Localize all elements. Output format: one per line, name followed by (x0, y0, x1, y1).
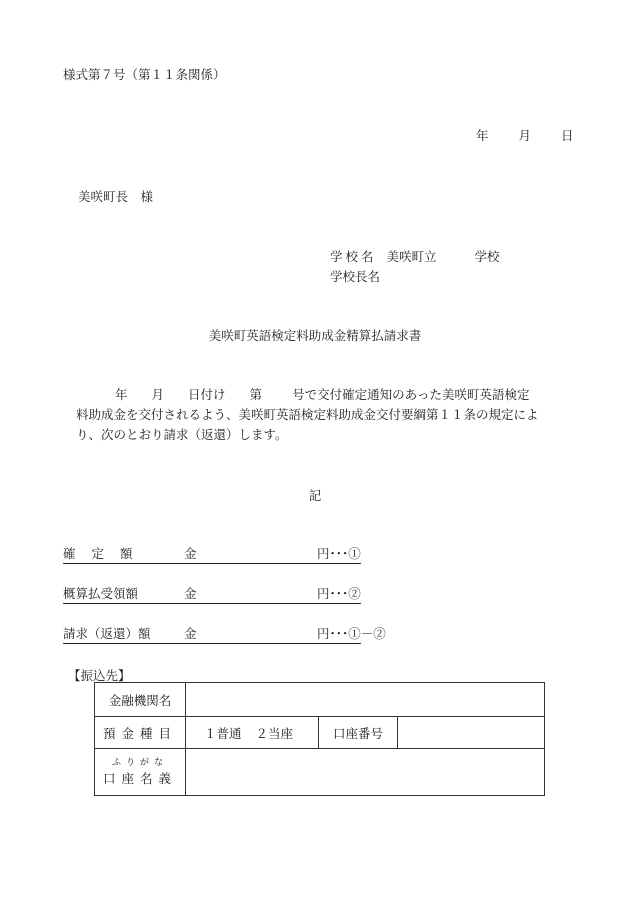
body-dai: 第 (249, 387, 263, 402)
claim-amount-kin: 金 (184, 626, 197, 641)
confirmed-amount-yen: 円･･･① (317, 546, 361, 561)
body-dated: 日付け (188, 387, 226, 402)
document-title: 美咲町英語検定料助成金精算払請求書 (208, 328, 422, 343)
school-name-label: 学校名 (330, 249, 377, 264)
confirmed-amount-kin: 金 (184, 546, 197, 561)
body-line-1 (63, 385, 571, 405)
addressee: 美咲町長 様 (78, 189, 154, 204)
deposit-type-label: 預金種目 (95, 717, 186, 749)
transfer-heading: 【振込先】 (68, 668, 131, 683)
claim-amount-row (63, 624, 386, 644)
advance-received-label: 概算払受領額 (63, 586, 139, 601)
body-line-2: 料助成金を交付されるよう、美咲町英語検定料助成金交付要綱第１１条の規定によ (76, 407, 539, 422)
bank-name-label: 金融機関名 (95, 683, 186, 717)
request-body (63, 385, 571, 445)
school-block (330, 247, 500, 287)
school-name-suffix: 学校 (474, 249, 500, 264)
principal-name-label: 学校長名 (330, 269, 381, 284)
body-month: 月 (151, 387, 165, 402)
advance-received-yen: 円･･･② (317, 586, 361, 601)
bank-name-cell[interactable] (186, 683, 545, 717)
date-day: 日 (561, 128, 574, 143)
confirmed-amount-row (63, 544, 361, 564)
account-number-cell[interactable] (398, 717, 545, 749)
form-number: 様式第７号（第１１条関係） (63, 67, 226, 82)
deposit-type-ordinary[interactable]: １普通 (204, 725, 242, 741)
body-line-3: り、次のとおり請求（返還）します。 (76, 427, 288, 442)
account-holder-label-cell (95, 749, 186, 796)
advance-received-kin: 金 (184, 586, 197, 601)
date-year: 年 (476, 128, 489, 143)
advance-received-row (63, 584, 361, 604)
transfer-table (94, 682, 545, 796)
account-number-label: 口座番号 (319, 717, 398, 749)
furigana-label: ふりがな (111, 758, 168, 768)
school-name-prefix: 美咲町立 (386, 249, 437, 264)
account-holder-cell[interactable] (186, 749, 545, 796)
date-month: 月 (518, 128, 532, 143)
claim-amount-label: 請求（返還）額 (63, 626, 151, 641)
deposit-type-current[interactable]: ２当座 (255, 725, 294, 741)
school-name-row (330, 247, 500, 267)
body-year: 年 (115, 387, 128, 402)
claim-amount-yen: 円･･･①－② (317, 626, 386, 641)
confirmed-amount-label: 確定額 (63, 546, 149, 561)
date-line (476, 126, 574, 144)
account-holder-label: 口座名義 (102, 771, 177, 786)
ki-mark: 記 (308, 488, 322, 503)
deposit-type-cell[interactable] (186, 717, 319, 749)
body-rest-1: 号で交付確定通知のあった美咲町英語検定 (292, 387, 530, 402)
